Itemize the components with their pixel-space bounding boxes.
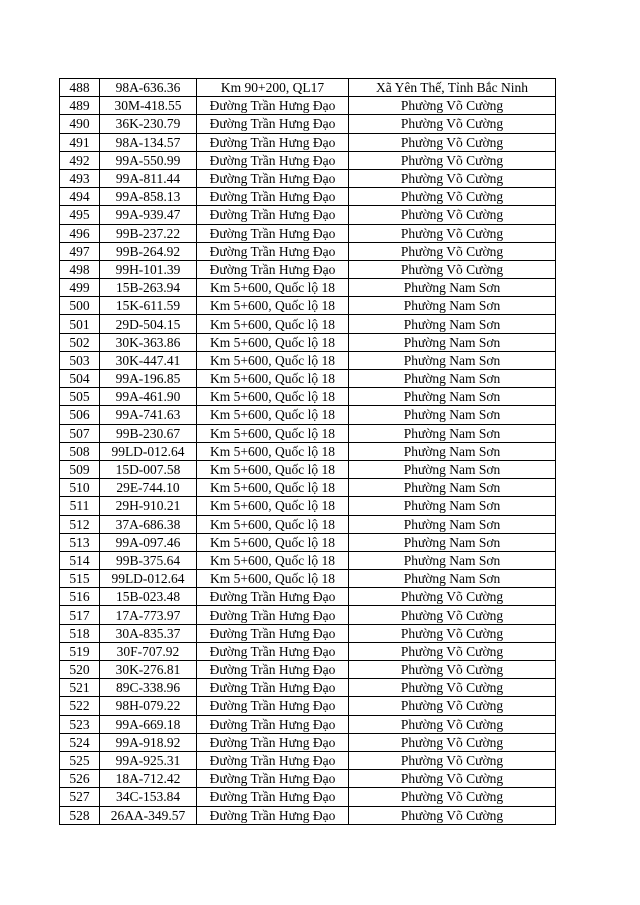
table-row: [60, 751, 556, 769]
table-row: [60, 624, 556, 642]
ward-cell: Xã Yên Thế, Tỉnh Bắc Ninh: [349, 79, 556, 97]
ward-cell: Phường Nam Sơn: [349, 551, 556, 569]
row-number-cell: 505: [60, 388, 100, 406]
row-number-cell: 512: [60, 515, 100, 533]
row-number-cell: 499: [60, 279, 100, 297]
ward-cell: Phường Võ Cường: [349, 97, 556, 115]
license-plate-cell: 15B-023.48: [100, 588, 197, 606]
license-plate-cell: 26AA-349.57: [100, 806, 197, 824]
ward-cell: Phường Nam Sơn: [349, 533, 556, 551]
row-number-cell: 524: [60, 733, 100, 751]
row-number-cell: 498: [60, 260, 100, 278]
table-row: [60, 424, 556, 442]
location-cell: Đường Trần Hưng Đạo: [197, 679, 349, 697]
license-plate-cell: 29E-744.10: [100, 479, 197, 497]
table-row: [60, 442, 556, 460]
row-number-cell: 493: [60, 169, 100, 187]
table-row: [60, 806, 556, 824]
table-row: [60, 788, 556, 806]
row-number-cell: 496: [60, 224, 100, 242]
row-number-cell: 489: [60, 97, 100, 115]
table-row: [60, 551, 556, 569]
ward-cell: Phường Nam Sơn: [349, 351, 556, 369]
ward-cell: Phường Võ Cường: [349, 733, 556, 751]
license-plate-cell: 99B-264.92: [100, 242, 197, 260]
ward-cell: Phường Võ Cường: [349, 115, 556, 133]
license-plate-cell: 99A-918.92: [100, 733, 197, 751]
ward-cell: Phường Nam Sơn: [349, 315, 556, 333]
location-cell: Km 5+600, Quốc lộ 18: [197, 370, 349, 388]
ward-cell: Phường Võ Cường: [349, 242, 556, 260]
location-cell: Đường Trần Hưng Đạo: [197, 224, 349, 242]
ward-cell: Phường Nam Sơn: [349, 279, 556, 297]
ward-cell: Phường Võ Cường: [349, 770, 556, 788]
ward-cell: Phường Võ Cường: [349, 606, 556, 624]
ward-cell: Phường Võ Cường: [349, 624, 556, 642]
ward-cell: Phường Võ Cường: [349, 169, 556, 187]
license-plate-cell: 99A-811.44: [100, 169, 197, 187]
license-plate-cell: 99A-550.99: [100, 151, 197, 169]
location-cell: Đường Trần Hưng Đạo: [197, 133, 349, 151]
location-cell: Km 5+600, Quốc lộ 18: [197, 497, 349, 515]
ward-cell: Phường Võ Cường: [349, 642, 556, 660]
license-plate-cell: 99A-925.31: [100, 751, 197, 769]
ward-cell: Phường Nam Sơn: [349, 424, 556, 442]
table-row: [60, 133, 556, 151]
location-cell: Đường Trần Hưng Đạo: [197, 806, 349, 824]
row-number-cell: 525: [60, 751, 100, 769]
location-cell: Km 5+600, Quốc lộ 18: [197, 424, 349, 442]
location-cell: Km 5+600, Quốc lộ 18: [197, 333, 349, 351]
row-number-cell: 517: [60, 606, 100, 624]
license-plate-cell: 34C-153.84: [100, 788, 197, 806]
ward-cell: Phường Võ Cường: [349, 151, 556, 169]
row-number-cell: 523: [60, 715, 100, 733]
violation-table: [59, 78, 556, 825]
location-cell: Đường Trần Hưng Đạo: [197, 788, 349, 806]
license-plate-cell: 30F-707.92: [100, 642, 197, 660]
row-number-cell: 507: [60, 424, 100, 442]
ward-cell: Phường Nam Sơn: [349, 333, 556, 351]
table-row: [60, 351, 556, 369]
location-cell: Km 5+600, Quốc lộ 18: [197, 297, 349, 315]
table-row: [60, 279, 556, 297]
license-plate-cell: 30M-418.55: [100, 97, 197, 115]
ward-cell: Phường Nam Sơn: [349, 442, 556, 460]
table-row: [60, 370, 556, 388]
table-body: [60, 79, 556, 825]
ward-cell: Phường Nam Sơn: [349, 388, 556, 406]
document-page: [59, 78, 555, 825]
license-plate-cell: 99A-196.85: [100, 370, 197, 388]
row-number-cell: 513: [60, 533, 100, 551]
table-row: [60, 406, 556, 424]
ward-cell: Phường Nam Sơn: [349, 460, 556, 478]
row-number-cell: 509: [60, 460, 100, 478]
location-cell: Đường Trần Hưng Đạo: [197, 188, 349, 206]
table-row: [60, 497, 556, 515]
row-number-cell: 522: [60, 697, 100, 715]
row-number-cell: 491: [60, 133, 100, 151]
table-row: [60, 679, 556, 697]
location-cell: Km 5+600, Quốc lộ 18: [197, 442, 349, 460]
location-cell: Km 5+600, Quốc lộ 18: [197, 406, 349, 424]
table-row: [60, 606, 556, 624]
location-cell: Đường Trần Hưng Đạo: [197, 97, 349, 115]
table-row: [60, 715, 556, 733]
license-plate-cell: 37A-686.38: [100, 515, 197, 533]
location-cell: Đường Trần Hưng Đạo: [197, 624, 349, 642]
table-row: [60, 242, 556, 260]
ward-cell: Phường Võ Cường: [349, 260, 556, 278]
ward-cell: Phường Võ Cường: [349, 806, 556, 824]
row-number-cell: 519: [60, 642, 100, 660]
location-cell: Đường Trần Hưng Đạo: [197, 115, 349, 133]
row-number-cell: 514: [60, 551, 100, 569]
location-cell: Km 5+600, Quốc lộ 18: [197, 279, 349, 297]
location-cell: Km 5+600, Quốc lộ 18: [197, 515, 349, 533]
location-cell: Km 5+600, Quốc lộ 18: [197, 388, 349, 406]
row-number-cell: 490: [60, 115, 100, 133]
row-number-cell: 506: [60, 406, 100, 424]
license-plate-cell: 98H-079.22: [100, 697, 197, 715]
location-cell: Đường Trần Hưng Đạo: [197, 751, 349, 769]
location-cell: Km 5+600, Quốc lộ 18: [197, 460, 349, 478]
ward-cell: Phường Nam Sơn: [349, 570, 556, 588]
row-number-cell: 500: [60, 297, 100, 315]
license-plate-cell: 99A-939.47: [100, 206, 197, 224]
table-row: [60, 79, 556, 97]
table-row: [60, 260, 556, 278]
row-number-cell: 494: [60, 188, 100, 206]
ward-cell: Phường Võ Cường: [349, 788, 556, 806]
ward-cell: Phường Nam Sơn: [349, 479, 556, 497]
ward-cell: Phường Võ Cường: [349, 224, 556, 242]
license-plate-cell: 15D-007.58: [100, 460, 197, 478]
table-row: [60, 570, 556, 588]
location-cell: Đường Trần Hưng Đạo: [197, 169, 349, 187]
table-row: [60, 115, 556, 133]
ward-cell: Phường Võ Cường: [349, 661, 556, 679]
table-row: [60, 515, 556, 533]
row-number-cell: 511: [60, 497, 100, 515]
location-cell: Km 5+600, Quốc lộ 18: [197, 533, 349, 551]
row-number-cell: 527: [60, 788, 100, 806]
license-plate-cell: 29H-910.21: [100, 497, 197, 515]
location-cell: Đường Trần Hưng Đạo: [197, 606, 349, 624]
table-row: [60, 479, 556, 497]
row-number-cell: 497: [60, 242, 100, 260]
row-number-cell: 526: [60, 770, 100, 788]
table-row: [60, 770, 556, 788]
license-plate-cell: 29D-504.15: [100, 315, 197, 333]
table-row: [60, 697, 556, 715]
table-row: [60, 588, 556, 606]
license-plate-cell: 99B-230.67: [100, 424, 197, 442]
license-plate-cell: 99A-097.46: [100, 533, 197, 551]
location-cell: Km 5+600, Quốc lộ 18: [197, 351, 349, 369]
location-cell: Đường Trần Hưng Đạo: [197, 242, 349, 260]
row-number-cell: 518: [60, 624, 100, 642]
location-cell: Km 90+200, QL17: [197, 79, 349, 97]
table-row: [60, 97, 556, 115]
location-cell: Đường Trần Hưng Đạo: [197, 151, 349, 169]
ward-cell: Phường Nam Sơn: [349, 297, 556, 315]
location-cell: Km 5+600, Quốc lộ 18: [197, 551, 349, 569]
row-number-cell: 521: [60, 679, 100, 697]
location-cell: Đường Trần Hưng Đạo: [197, 733, 349, 751]
ward-cell: Phường Võ Cường: [349, 751, 556, 769]
row-number-cell: 516: [60, 588, 100, 606]
table-row: [60, 206, 556, 224]
license-plate-cell: 30K-363.86: [100, 333, 197, 351]
license-plate-cell: 17A-773.97: [100, 606, 197, 624]
license-plate-cell: 18A-712.42: [100, 770, 197, 788]
ward-cell: Phường Võ Cường: [349, 188, 556, 206]
license-plate-cell: 30K-276.81: [100, 661, 197, 679]
row-number-cell: 503: [60, 351, 100, 369]
license-plate-cell: 98A-636.36: [100, 79, 197, 97]
license-plate-cell: 30K-447.41: [100, 351, 197, 369]
row-number-cell: 528: [60, 806, 100, 824]
license-plate-cell: 15K-611.59: [100, 297, 197, 315]
table-row: [60, 460, 556, 478]
row-number-cell: 492: [60, 151, 100, 169]
location-cell: Đường Trần Hưng Đạo: [197, 661, 349, 679]
license-plate-cell: 89C-338.96: [100, 679, 197, 697]
row-number-cell: 508: [60, 442, 100, 460]
ward-cell: Phường Võ Cường: [349, 715, 556, 733]
ward-cell: Phường Võ Cường: [349, 206, 556, 224]
location-cell: Đường Trần Hưng Đạo: [197, 770, 349, 788]
table-row: [60, 733, 556, 751]
license-plate-cell: 99B-237.22: [100, 224, 197, 242]
row-number-cell: 502: [60, 333, 100, 351]
table-row: [60, 224, 556, 242]
license-plate-cell: 99A-741.63: [100, 406, 197, 424]
ward-cell: Phường Võ Cường: [349, 679, 556, 697]
license-plate-cell: 99A-461.90: [100, 388, 197, 406]
ward-cell: Phường Võ Cường: [349, 133, 556, 151]
row-number-cell: 515: [60, 570, 100, 588]
location-cell: Km 5+600, Quốc lộ 18: [197, 570, 349, 588]
row-number-cell: 504: [60, 370, 100, 388]
table-row: [60, 315, 556, 333]
location-cell: Đường Trần Hưng Đạo: [197, 206, 349, 224]
ward-cell: Phường Nam Sơn: [349, 515, 556, 533]
table-row: [60, 533, 556, 551]
license-plate-cell: 99A-669.18: [100, 715, 197, 733]
location-cell: Km 5+600, Quốc lộ 18: [197, 479, 349, 497]
ward-cell: Phường Nam Sơn: [349, 497, 556, 515]
license-plate-cell: 99LD-012.64: [100, 570, 197, 588]
table-row: [60, 169, 556, 187]
table-row: [60, 188, 556, 206]
location-cell: Đường Trần Hưng Đạo: [197, 715, 349, 733]
row-number-cell: 520: [60, 661, 100, 679]
license-plate-cell: 30A-835.37: [100, 624, 197, 642]
location-cell: Đường Trần Hưng Đạo: [197, 642, 349, 660]
table-row: [60, 388, 556, 406]
location-cell: Đường Trần Hưng Đạo: [197, 260, 349, 278]
ward-cell: Phường Nam Sơn: [349, 370, 556, 388]
ward-cell: Phường Võ Cường: [349, 588, 556, 606]
license-plate-cell: 99A-858.13: [100, 188, 197, 206]
table-row: [60, 642, 556, 660]
row-number-cell: 510: [60, 479, 100, 497]
location-cell: Đường Trần Hưng Đạo: [197, 697, 349, 715]
table-row: [60, 151, 556, 169]
row-number-cell: 488: [60, 79, 100, 97]
location-cell: Km 5+600, Quốc lộ 18: [197, 315, 349, 333]
table-row: [60, 297, 556, 315]
row-number-cell: 501: [60, 315, 100, 333]
table-row: [60, 661, 556, 679]
license-plate-cell: 36K-230.79: [100, 115, 197, 133]
license-plate-cell: 99H-101.39: [100, 260, 197, 278]
license-plate-cell: 99B-375.64: [100, 551, 197, 569]
license-plate-cell: 98A-134.57: [100, 133, 197, 151]
row-number-cell: 495: [60, 206, 100, 224]
ward-cell: Phường Nam Sơn: [349, 406, 556, 424]
location-cell: Đường Trần Hưng Đạo: [197, 588, 349, 606]
license-plate-cell: 15B-263.94: [100, 279, 197, 297]
table-row: [60, 333, 556, 351]
license-plate-cell: 99LD-012.64: [100, 442, 197, 460]
ward-cell: Phường Võ Cường: [349, 697, 556, 715]
